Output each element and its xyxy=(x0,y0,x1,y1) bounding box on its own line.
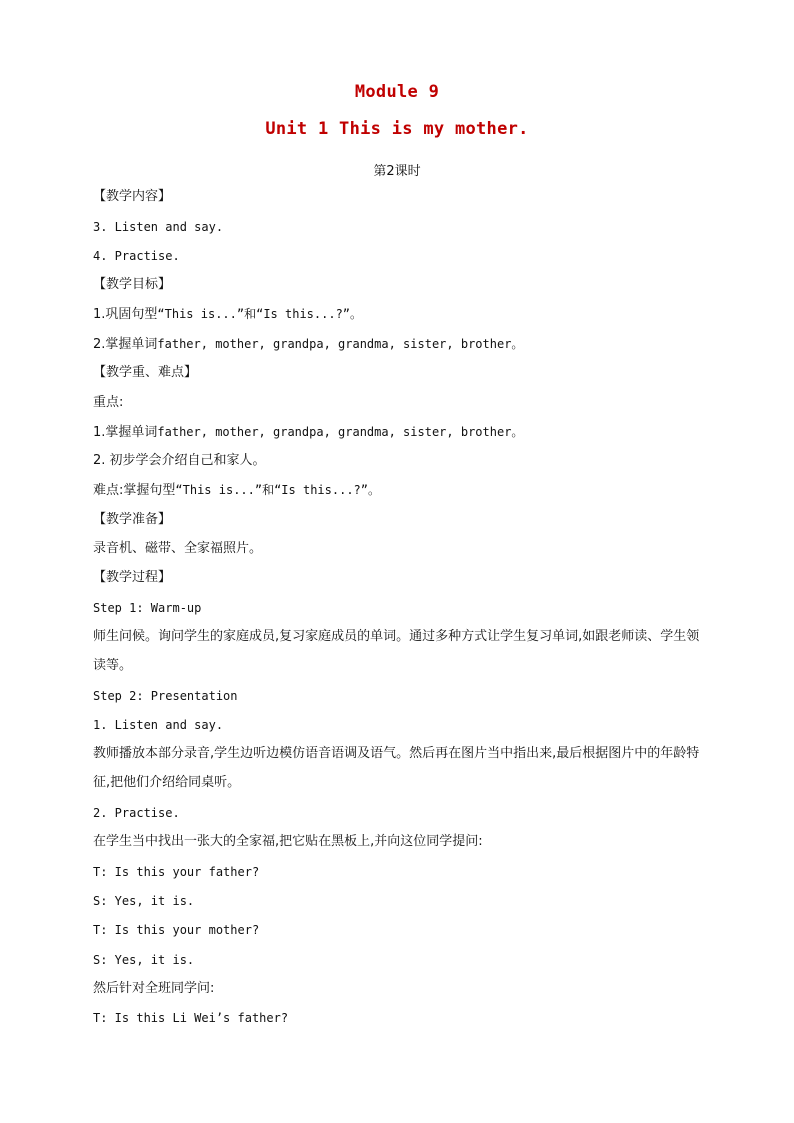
difficult-text: “This is...”和“Is this...?”。 xyxy=(175,483,381,497)
goal-2-prefix: 2.掌握单词 xyxy=(93,337,158,352)
goal-item-2 xyxy=(93,335,523,354)
key-item-1 xyxy=(93,423,523,442)
content-item-1: 3. Listen and say. xyxy=(93,220,224,234)
unit-title: Unit 1 This is my mother. xyxy=(265,119,529,139)
lesson-label: 第2课时 xyxy=(373,164,421,179)
step-2-item-1-text: 教师播放本部分录音,学生边听边模仿语音语调及语气。然后再在图片当中指出来,最后根据图片中的年龄特征,把他们介绍给同桌听。 xyxy=(93,746,700,790)
difficult-point xyxy=(93,481,380,500)
key-label: 重点: xyxy=(93,395,124,410)
goal-1-prefix: 1.巩固句型 xyxy=(93,307,158,322)
goal-2-text: father, mother, grandpa, grandma, sister, brother。 xyxy=(157,337,524,351)
dialog-line-3: T: Is this your mother? xyxy=(93,923,260,937)
difficult-prefix: 难点:掌握句型 xyxy=(93,483,176,498)
content-heading: 【教学内容】 xyxy=(93,189,172,204)
goal-item-1 xyxy=(93,305,362,324)
step-2-item-1: 1. Listen and say. xyxy=(93,718,224,732)
key-1-text: father, mother, grandpa, grandma, sister, brother。 xyxy=(157,425,524,439)
process-heading: 【教学过程】 xyxy=(93,570,172,585)
key-item-2: 2. 初步学会介绍自己和家人。 xyxy=(93,453,266,468)
module-title: Module 9 xyxy=(354,82,440,102)
content-item-2: 4. Practise. xyxy=(93,249,180,263)
step-2-item-2: 2. Practise. xyxy=(93,806,180,820)
step-1-text: 师生问候。询问学生的家庭成员,复习家庭成员的单词。通过多种方式让学生复习单词,如跟老师读、学生领读等。 xyxy=(93,629,700,673)
key-1-prefix: 1.掌握单词 xyxy=(93,425,158,440)
goals-heading: 【教学目标】 xyxy=(93,277,172,292)
step-2-item-2-text: 在学生当中找出一张大的全家福,把它贴在黑板上,并向这位同学提问: xyxy=(93,834,483,849)
dialog-line-5: T: Is this Li Wei’s father? xyxy=(93,1011,289,1025)
prep-heading: 【教学准备】 xyxy=(93,512,172,527)
dialog-line-1: T: Is this your father? xyxy=(93,865,260,879)
step-1-heading: Step 1: Warm-up xyxy=(93,601,202,615)
dialog-line-4: S: Yes, it is. xyxy=(93,953,195,967)
prep-text: 录音机、磁带、全家福照片。 xyxy=(93,541,263,556)
goal-1-text: “This is...”和“Is this...?”。 xyxy=(157,307,363,321)
key-points-heading: 【教学重、难点】 xyxy=(93,365,198,380)
dialog-line-2: S: Yes, it is. xyxy=(93,894,195,908)
step-2-heading: Step 2: Presentation xyxy=(93,689,238,703)
class-question-text: 然后针对全班同学问: xyxy=(93,981,215,996)
